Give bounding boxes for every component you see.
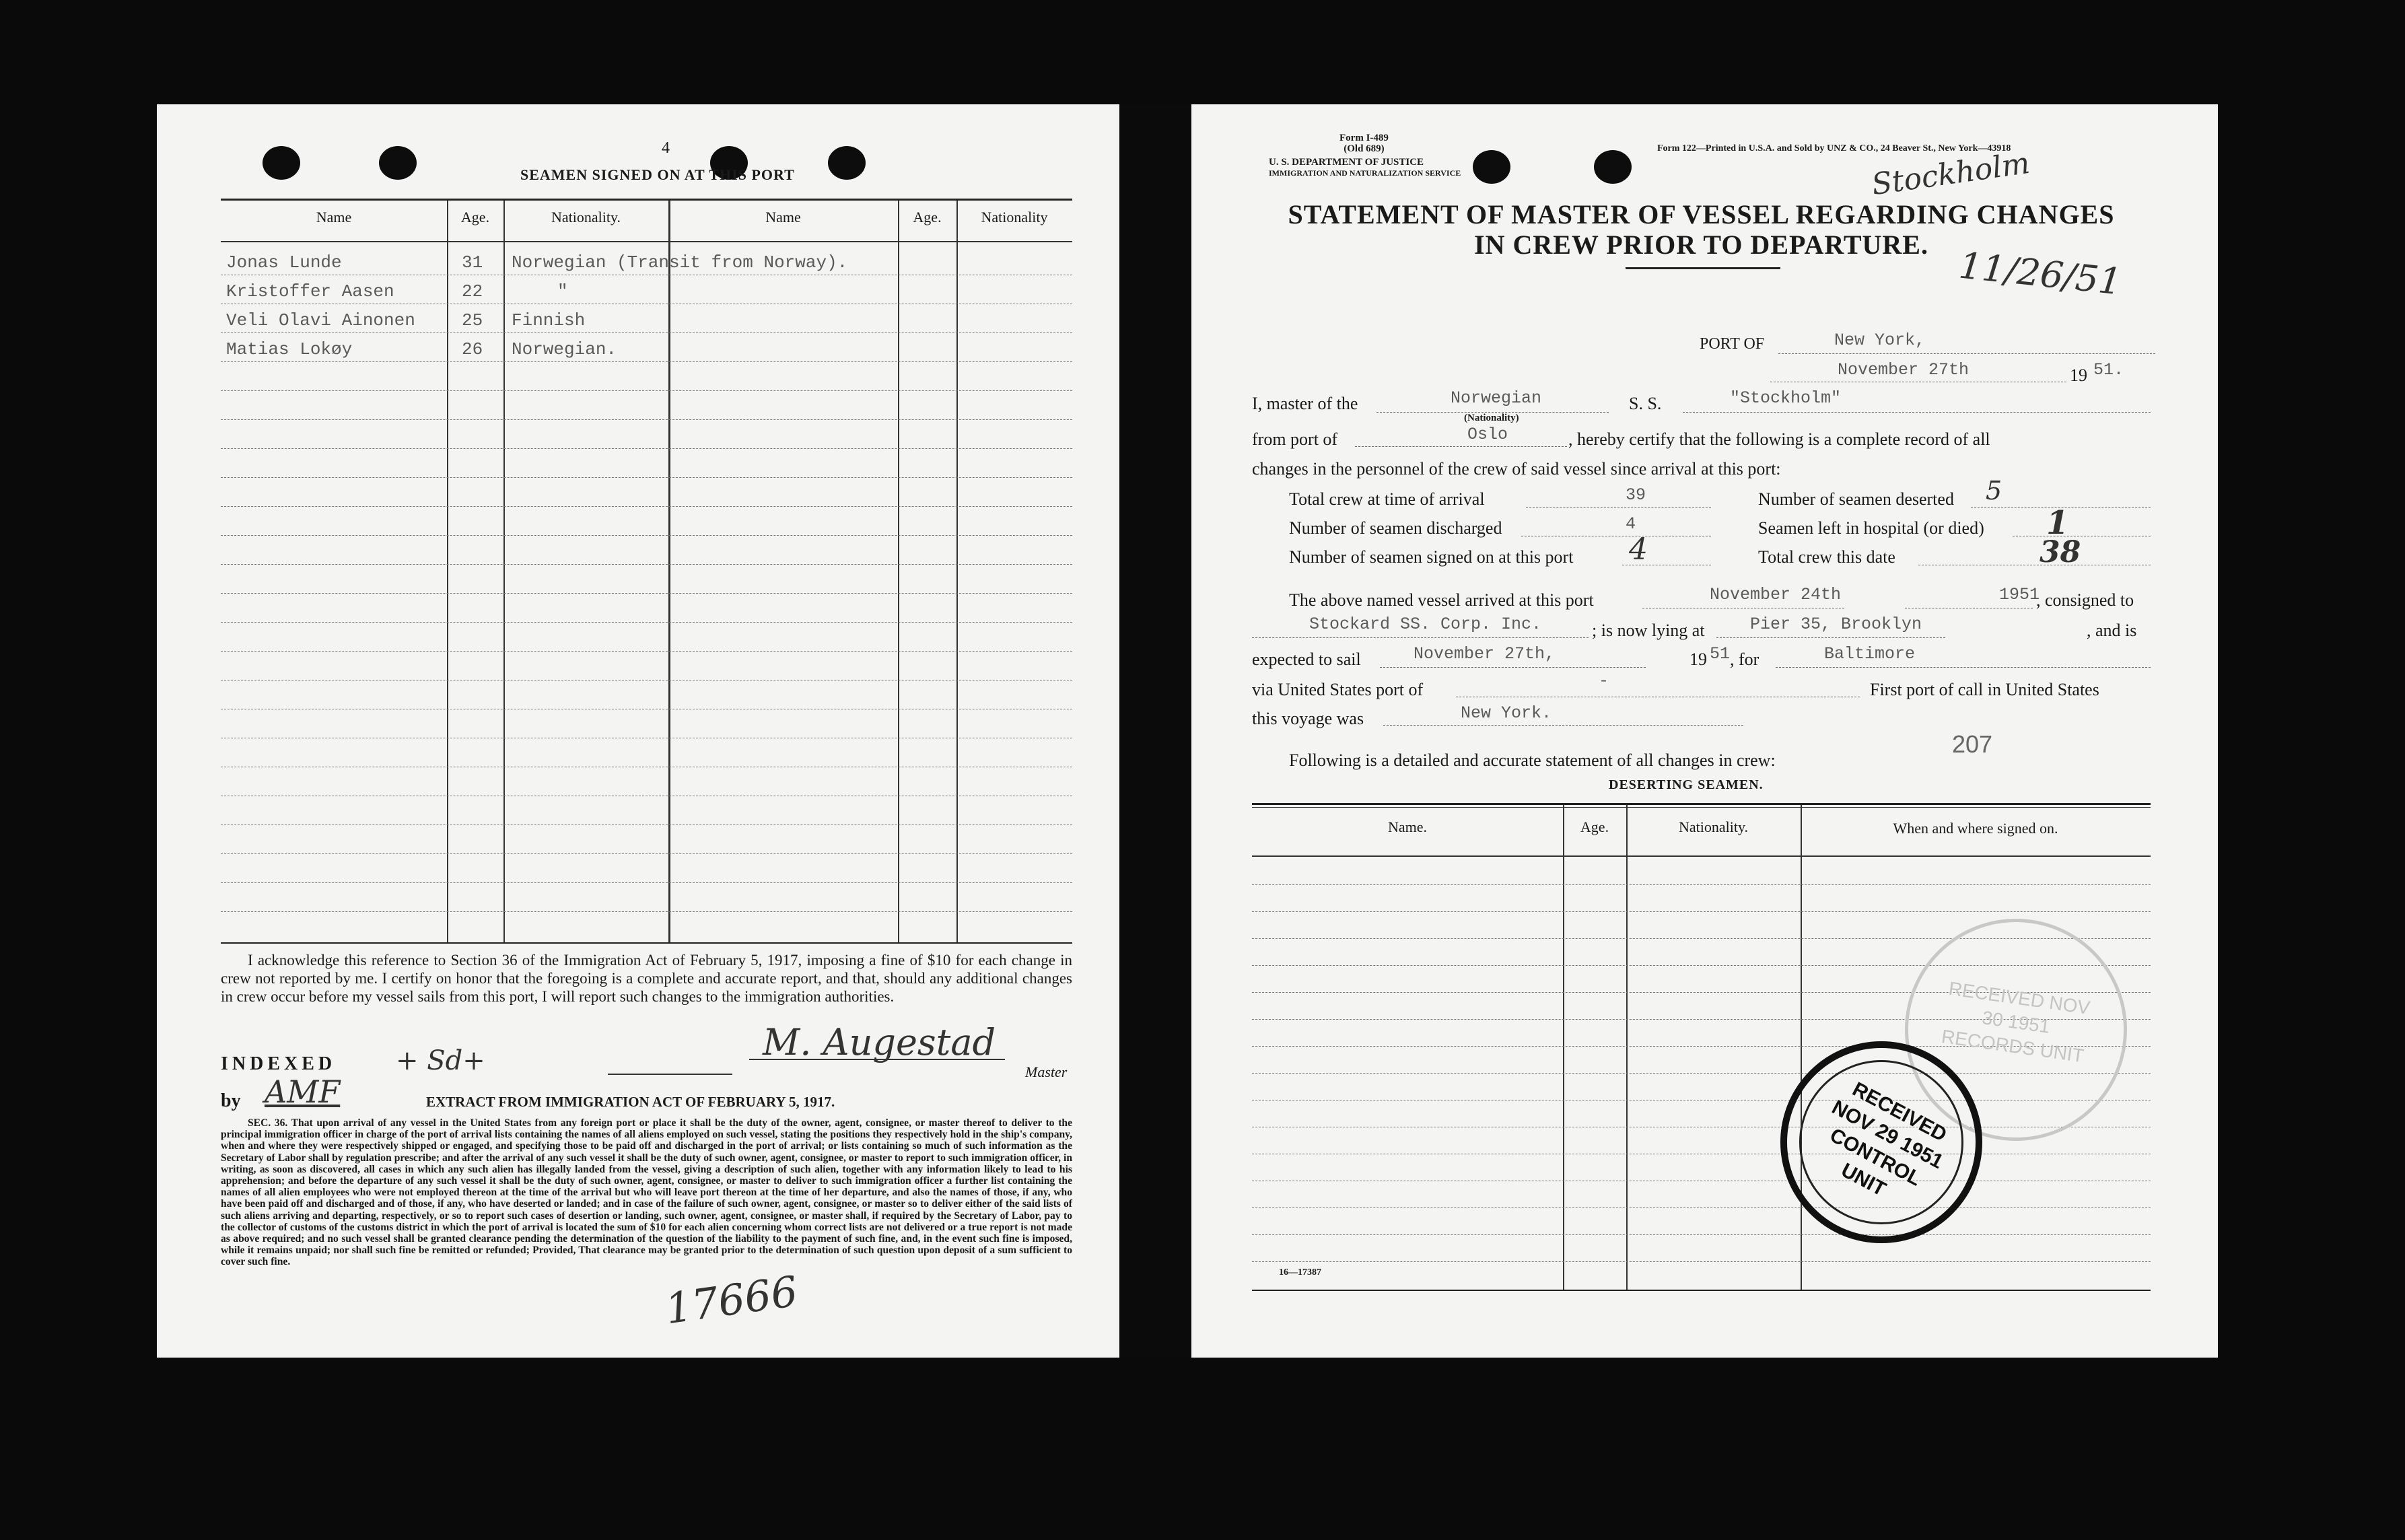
col-header-name: Name. xyxy=(1387,818,1428,835)
title-line-2: IN CREW PRIOR TO DEPARTURE. xyxy=(1474,230,1928,260)
hospital-label: Seamen left in hospital (or died) xyxy=(1758,518,1984,538)
left-page xyxy=(157,104,1119,1358)
faint-received-stamp: RECEIVED NOV 30 1951 RECORDS UNIT xyxy=(1905,919,2127,1141)
total-arrival-label: Total crew at time of arrival xyxy=(1289,489,1485,509)
row-age: 25 xyxy=(462,310,483,330)
master-label: Master xyxy=(1025,1063,1068,1080)
arrived-year: 1951 xyxy=(1999,585,2040,604)
col-header-age-2: Age. xyxy=(913,209,942,225)
handwritten-ship: Stockholm xyxy=(1869,145,2032,203)
nationality-caption: (Nationality) xyxy=(1464,413,1519,423)
extract-text: SEC. 36. That upon arrival of any vessel in the United States from any foreign port or place it shall be the duty of the owner, agent, consignee, or master thereof to deliver to the principal immigration officer in charge of the port of arrival lists containing the names of all aliens employed on such vessel, stating the positions they respectively hold in the ship's company, when and where they were respectively shipped or engaged, and specifying those to be paid off and discharged in the port of arrival; or lists containing so much of such information as the Secretary of Labor shall by regulation prescribe; and after the arrival of any such vessel it shall be the duty of such owner, agent, consignee, or master to report to such immigration officer, in writing, as soon as discovered, all cases in which any such alien has illegally landed from the vessel, giving a description of such alien, together with any information likely to lead to his apprehension; and before the departure of any such vessel it shall be the duty of such owner, agent, consignee, or master to deliver to such immigration officer a further list containing the names of all alien employees who were not employed thereon at the time of the arrival but who will leave port thereon at the time of her departure, and also the names of those, if any, who have been paid off and discharged and of those, if any, who have deserted or landed; and in case of the failure of such owner, agent, consignee, or master so to deliver either of the said lists of such aliens arriving and departing, respectively, or so to report such cases of desertion or landing, such owner, agent, consignee, or master shall, if required by the Secretary of Labor, pay to the collector of customs of the customs district in which the port of arrival is located the sum of $10 for each alien concerning whom correct lists are not delivered or a true report is not made as above required; and no such vessel shall be granted clearance pending the determination of the question of the liability to the payment of such fine, and, in the event such fine is imposed, while it remains unpaid; nor shall such fine be remitted or refunded; Provided, That clearance may be granted prior to the determination of such question upon deposit of a sum sufficient to cover such fine. xyxy=(221,1117,1072,1268)
col-header-age: Age. xyxy=(460,209,490,225)
consignee-value: Stockard SS. Corp. Inc. xyxy=(1309,615,1542,634)
extract-title: EXTRACT FROM IMMIGRATION ACT OF FEBRUARY 5, 1917. xyxy=(426,1094,835,1110)
punch-hole xyxy=(1594,150,1632,184)
row-nationality: Norwegian (Transit from Norway). xyxy=(512,252,848,273)
row-name: Matias Lokøy xyxy=(226,339,353,359)
port-of-label: PORT OF xyxy=(1700,335,1765,353)
from-port-value: Oslo xyxy=(1467,425,1508,444)
form-number: Form I-489 (Old 689) xyxy=(1339,133,1389,154)
by-initials: AMF xyxy=(265,1074,341,1110)
sail-year-prefix: 19 xyxy=(1689,650,1707,669)
voyage-value: New York. xyxy=(1461,703,1552,723)
signature-line xyxy=(749,1059,1005,1060)
ship-value: "Stockholm" xyxy=(1730,388,1842,408)
col-header-nationality: Nationality. xyxy=(551,209,621,225)
row-name: Jonas Lunde xyxy=(226,252,342,273)
deserting-title: DESERTING SEAMEN. xyxy=(1609,777,1764,792)
sail-label: expected to sail xyxy=(1252,650,1361,669)
agency-block: U. S. DEPARTMENT OF JUSTICE IMMIGRATION AND NATURALIZATION SERVICE xyxy=(1269,157,1461,178)
footer-code: 16—17387 xyxy=(1279,1267,1321,1278)
punch-hole xyxy=(1473,150,1510,184)
arrived-value: November 24th xyxy=(1710,585,1842,604)
title-line-1: STATEMENT OF MASTER OF VESSEL REGARDING CHANGES xyxy=(1288,199,2115,230)
handwritten-date: 11/26/51 xyxy=(1957,244,2124,304)
port-of-value: New York, xyxy=(1834,330,1926,350)
year-prefix: 19 xyxy=(2070,365,2087,385)
punch-hole xyxy=(828,146,866,180)
discharged-value: 4 xyxy=(1626,514,1636,534)
row-name: Kristoffer Aasen xyxy=(226,281,394,302)
printer-line: Form 122—Printed in U.S.A. and Sold by UNZ & CO., 24 Beaver St., New York—43918 xyxy=(1657,143,2011,153)
for-value: Baltimore xyxy=(1824,644,1916,664)
nationality-value: Norwegian xyxy=(1451,388,1542,408)
col-header-nationality-2: Nationality xyxy=(981,209,1048,225)
master-signature: M. Augestad xyxy=(763,1021,996,1063)
certify-text-2: changes in the personnel of the crew of said vessel since arrival at this port: xyxy=(1252,459,1781,479)
row-age: 31 xyxy=(462,252,483,273)
row-age: 26 xyxy=(462,339,483,359)
master-of-label: I, master of the xyxy=(1252,394,1358,413)
page-mark: 207 xyxy=(1952,730,1993,758)
col-header-age: Age. xyxy=(1580,818,1609,835)
certify-text: , hereby certify that the following is a complete record of all xyxy=(1568,429,1990,449)
center-fold xyxy=(1119,104,1191,1358)
col-header-signed-on: When and where signed on. xyxy=(1893,820,2058,837)
ss-label: S. S. xyxy=(1629,394,1662,413)
date-value: November 27th xyxy=(1838,360,1970,380)
voyage-label: this voyage was xyxy=(1252,709,1364,728)
total-date-value: 38 xyxy=(2040,535,2081,569)
total-arrival-value: 39 xyxy=(1626,485,1646,505)
via-value: - xyxy=(1599,671,1609,691)
sail-year-value: 51 xyxy=(1710,644,1731,664)
via-label: via United States port of xyxy=(1252,680,1424,699)
discharged-label: Number of seamen discharged xyxy=(1289,518,1502,538)
punch-hole xyxy=(379,146,417,180)
row-nationality: Finnish xyxy=(512,310,586,330)
indexed-mark: + Sd+ xyxy=(396,1045,485,1076)
pier-value: Pier 35, Brooklyn xyxy=(1750,615,1922,634)
row-name: Veli Olavi Ainonen xyxy=(226,310,415,330)
row-nationality: " xyxy=(557,281,568,302)
right-page xyxy=(1191,104,2218,1358)
arrived-label: The above named vessel arrived at this port xyxy=(1289,590,1594,610)
by-label: by xyxy=(221,1090,241,1111)
received-control-unit-stamp: RECEIVED NOV 29 1951 CONTROL UNIT xyxy=(1780,1041,1982,1243)
first-port-label: First port of call in United States xyxy=(1870,680,2099,699)
punch-hole xyxy=(263,146,300,180)
row-nationality: Norwegian. xyxy=(512,339,617,359)
indexed-label: INDEXED xyxy=(221,1053,337,1074)
and-is-label: , and is xyxy=(2087,621,2137,640)
deserted-label: Number of seamen deserted xyxy=(1758,489,1954,509)
signature-line-short xyxy=(608,1074,732,1075)
seamen-signed-table xyxy=(221,199,1072,944)
signed-on-label: Number of seamen signed on at this port xyxy=(1289,547,1574,567)
handwritten-number: 17666 xyxy=(662,1266,801,1334)
for-label: , for xyxy=(1730,650,1759,669)
section-title: SEAMEN SIGNED ON AT THIS PORT xyxy=(520,166,795,183)
col-header-nationality: Nationality. xyxy=(1678,818,1749,835)
col-header-name-2: Name xyxy=(765,209,801,225)
deserted-value: 5 xyxy=(1986,476,2002,505)
sail-value: November 27th, xyxy=(1414,644,1556,664)
hospital-value: 1 xyxy=(2046,504,2069,542)
acknowledgement-text: I acknowledge this reference to Section 36 of the Immigration Act of February 5, 1917, imposing a fine of $10 for each change in crew not reported by me. I certify on honor that the foregoing is a complete and accurate report, and that, should any additional changes in crew occur before my vessel sails from this port, I will report such changes to the immigration authorities. xyxy=(221,952,1072,1005)
consigned-label: , consigned to xyxy=(2036,590,2134,610)
year-value: 51. xyxy=(2093,360,2124,380)
row-age: 22 xyxy=(462,281,483,302)
total-date-label: Total crew this date xyxy=(1758,547,1895,567)
title-underline xyxy=(1626,267,1780,269)
lying-label: ; is now lying at xyxy=(1592,621,1705,640)
page-number: 4 xyxy=(662,139,670,157)
following-label: Following is a detailed and accurate statement of all changes in crew: xyxy=(1289,750,1776,770)
from-port-label: from port of xyxy=(1252,429,1338,449)
signed-on-value: 4 xyxy=(1629,532,1648,567)
col-header-name: Name xyxy=(316,209,352,225)
